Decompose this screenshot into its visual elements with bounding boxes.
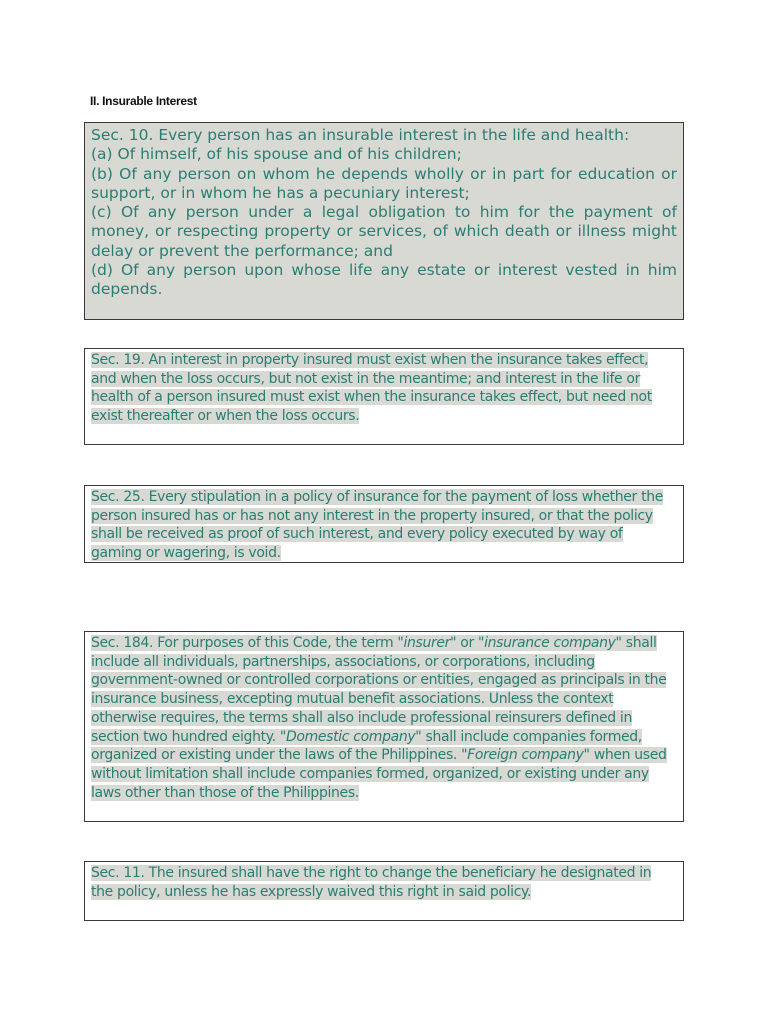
sec-184-text [91,635,667,801]
term-domestic-company: "Domestic company" [279,728,422,745]
sec-11-box [84,861,684,921]
sec-10-item-a: (a) Of himself, of his spouse and of his children; [91,145,462,164]
sec-10-box [84,122,684,320]
sec-19-text: Sec. 19. An interest in property insured must exist when the insurance takes effect, and when the loss occurs, but not exist in the meantime; and interest in the life or health of a person insured must exist when the insurance takes effect, but need not exist thereafter or when the loss occurs. [91,352,652,425]
term-insurance-company: "insurance company" [478,635,622,651]
section-heading: II. Insurable Interest [90,94,197,108]
sec-25-box [84,485,684,563]
sec-10-item-b: (b) Of any person on whom he depends wholly or in part for education or support, or in whom he has a pecuniary interest; [91,164,677,202]
sec-184-part-2: or [456,635,478,651]
sec-11-text: Sec. 11. The insured shall have the right to change the beneficiary he designated in the policy, unless he has expressly waived this right in said policy. [91,865,652,900]
sec-184-part-3: shall include all individuals, partnerships, associations, or corporations, including government-owned or controlled corporations or entities, engaged as principals in the insurance business, excepting mutual benefit associations. Unless the context otherwise requires, the terms shall also include professional reinsurers defined in section two hundred eighty. [91,635,667,745]
term-foreign-company: "Foreign company" [461,747,590,764]
sec-184-part-1: Sec. 184. For purposes of this Code, the term [91,635,398,651]
sec-10-item-c: (c) Of any person under a legal obligation to him for the payment of money, or respecting property or services, of which death or illness might delay or prevent the performance; and [91,203,677,260]
sec-184-part-5: when used without limitation shall include companies formed, organized, or existing under any laws other than those of the Philippines. [91,747,667,801]
sec-25-text: Sec. 25. Every stipulation in a policy of insurance for the payment of loss whether the person insured has or has not any interest in the property insured, or that the policy shall be received as proof of such interest, and every policy executed by way of gaming or wagering, is void. [91,489,663,562]
sec-10-item-d: (d) Of any person upon whose life any estate or interest vested in him depends. [91,261,677,299]
sec-19-box [84,348,684,445]
sec-10-intro: Sec. 10. Every person has an insurable interest in the life and health: [91,126,630,144]
sec-184-box [84,631,684,822]
term-insurer: "insurer" [397,635,457,651]
sec-184-part-4: shall include companies formed, organized or existing under the laws of the Philippines. [91,728,642,764]
